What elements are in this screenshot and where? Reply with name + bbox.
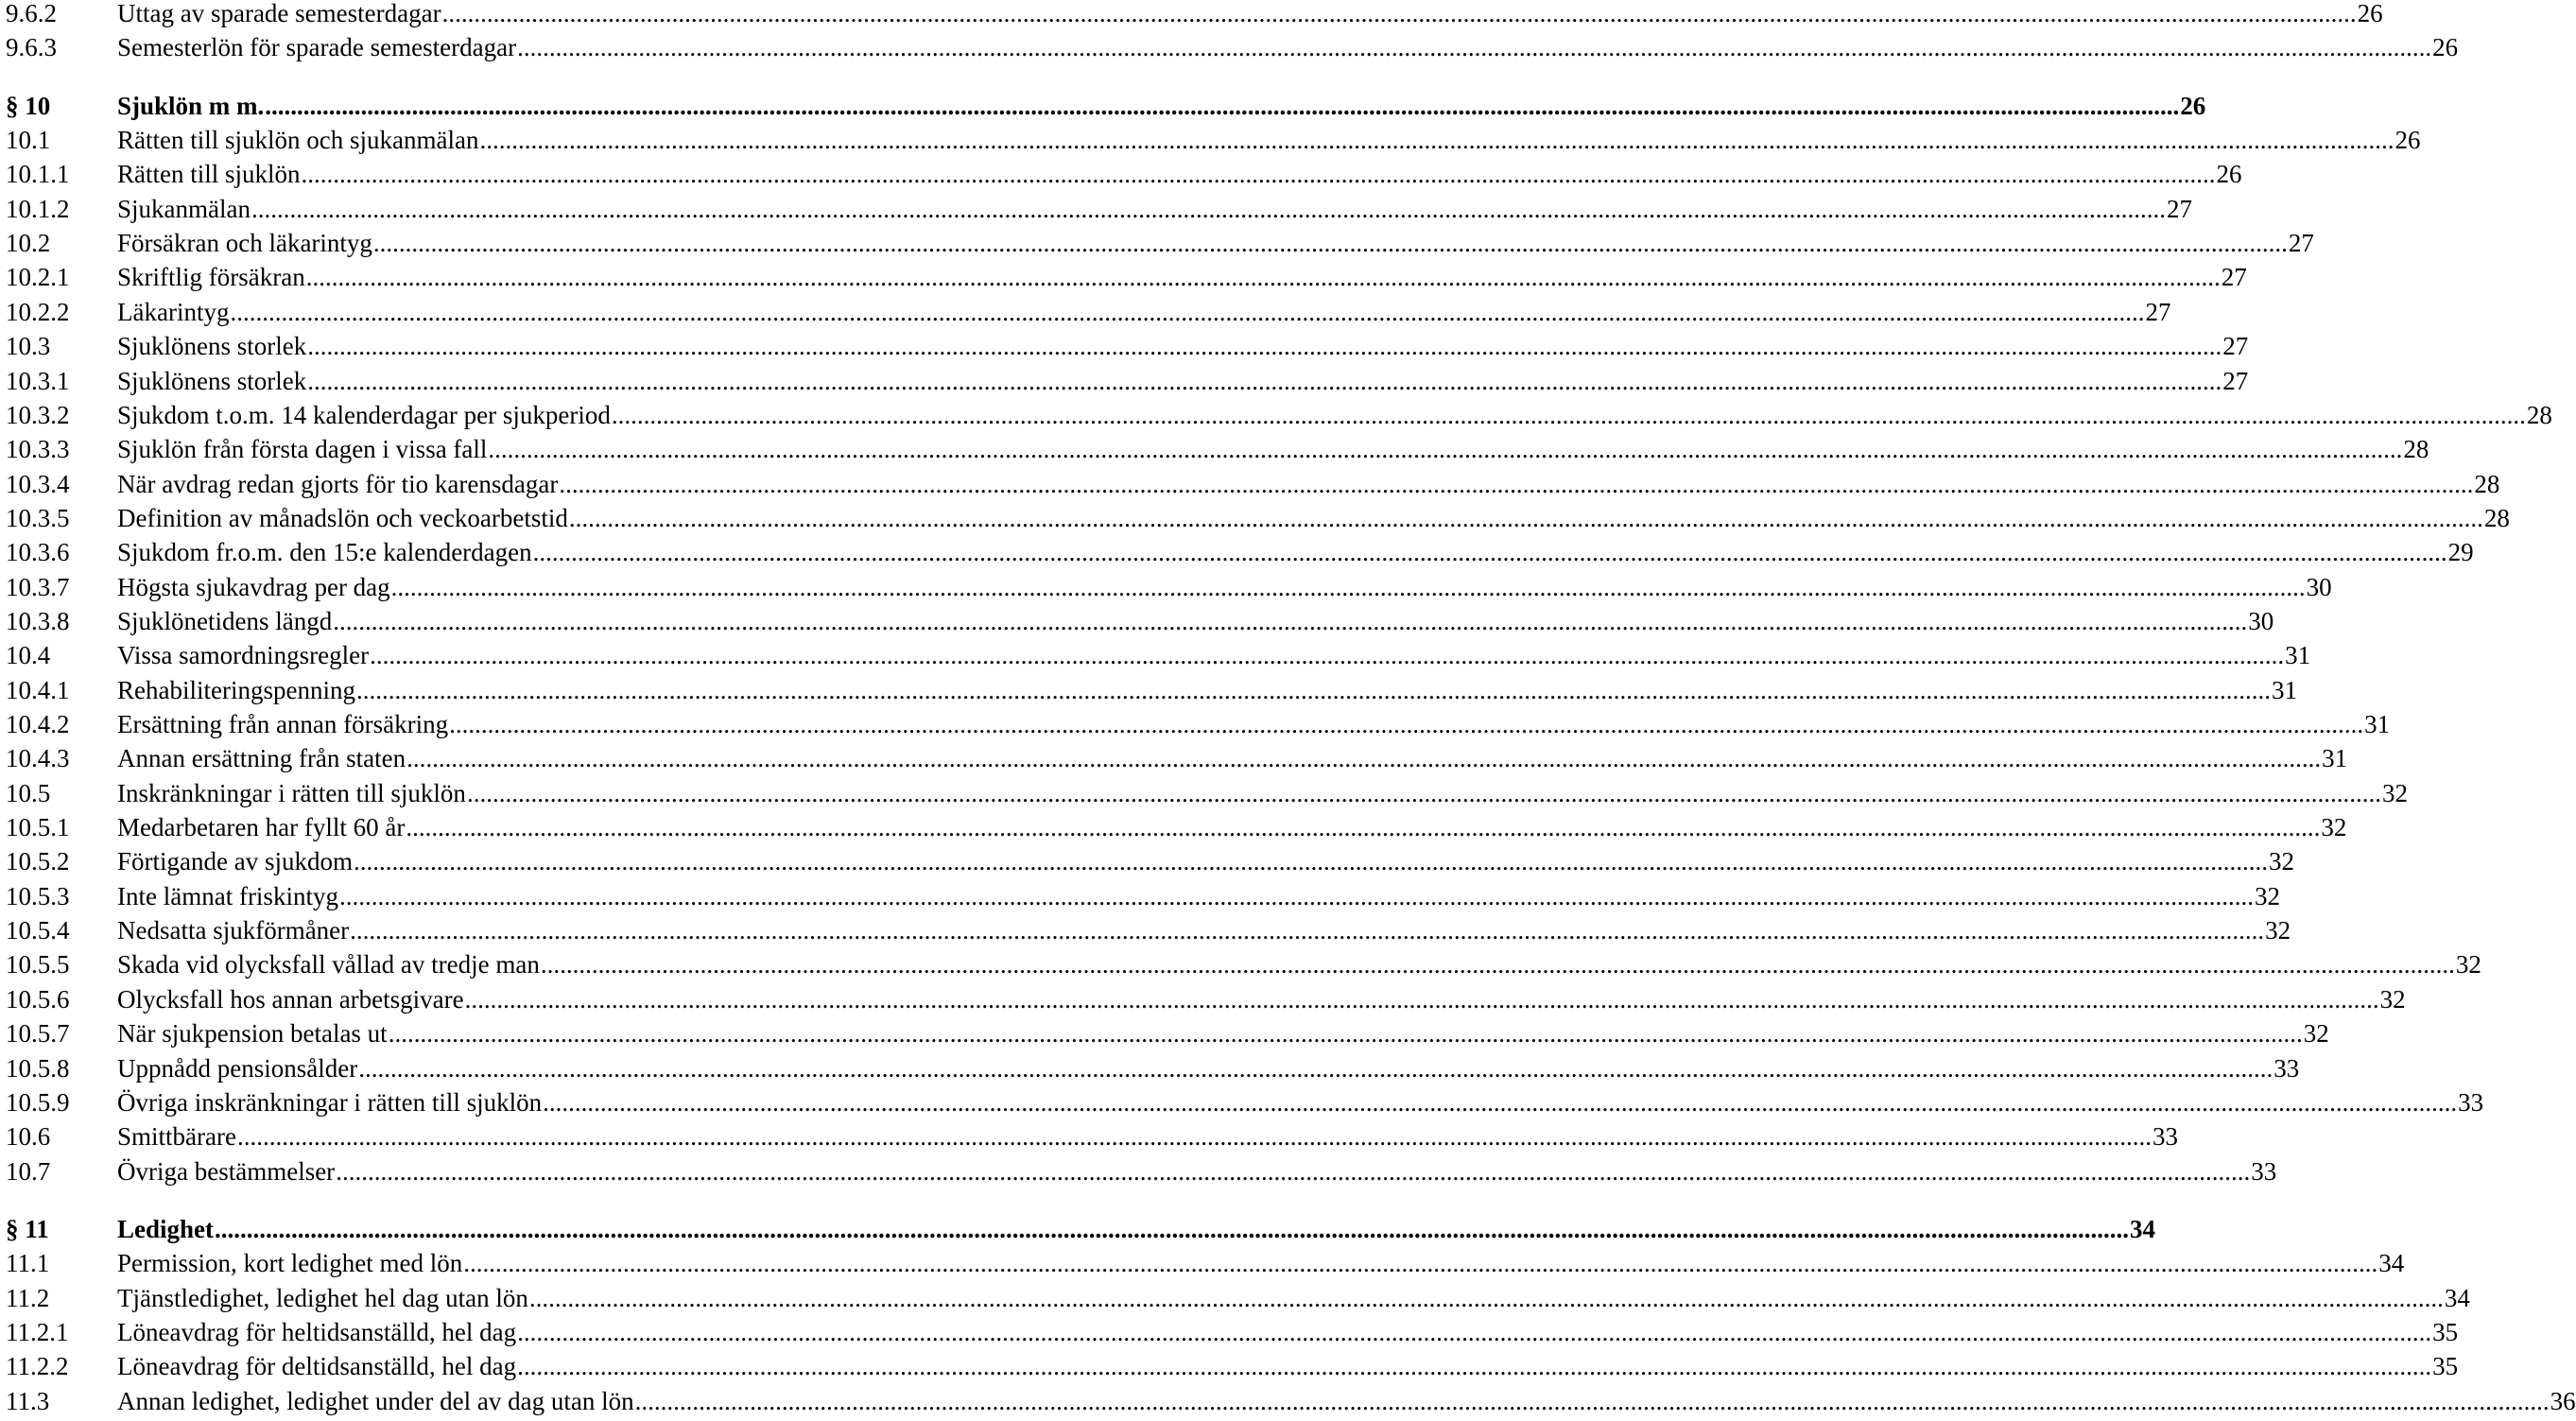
toc-page-number: 34 xyxy=(2130,1214,2156,1243)
toc-entry-title: Läkarintyg xyxy=(117,297,230,326)
toc-entry[interactable] xyxy=(0,1154,2277,1188)
toc-entry-number: 10.5.7 xyxy=(6,1019,70,1048)
toc-entry-title: Löneavdrag för deltidsanställd, hel dag xyxy=(117,1352,517,1381)
toc-entry-number: 10.3.1 xyxy=(6,366,70,395)
toc-dot-leader: ............................................................................................................................................................................................................................................................................................................ xyxy=(336,1156,2251,1186)
toc-page-number: 32 xyxy=(2254,881,2280,910)
toc-entry-title: Nedsatta sjukförmåner xyxy=(117,916,350,945)
toc-entry-title: Skada vid olycksfall vållad av tredje man xyxy=(117,950,540,979)
toc-entry[interactable] xyxy=(0,1384,2576,1418)
toc-entry[interactable] xyxy=(0,776,2408,810)
toc-dot-leader: ............................................................................................................................................................................................................................................................................................................ xyxy=(307,366,2222,395)
toc-dot-leader: ............................................................................................................................................................................................................................................................................................................ xyxy=(441,0,2357,27)
toc-dot-leader: ............................................................................................................................................................................................................................................................................................................ xyxy=(634,1386,2550,1415)
toc-entry-number: 10.3 xyxy=(6,332,51,361)
toc-entry-title: Sjukdom fr.o.m. den 15:e kalenderdagen xyxy=(117,538,532,567)
toc-entry-number: § 10 xyxy=(6,91,51,120)
toc-entry[interactable] xyxy=(0,0,2383,30)
toc-page-number: 32 xyxy=(2321,813,2347,842)
toc-page-number: 26 xyxy=(2180,91,2206,120)
toc-entry-title: Rätten till sjuklön och sjukanmälan xyxy=(117,126,479,155)
toc-dot-leader: ............................................................................................................................................................................................................................................................................................................ xyxy=(479,126,2394,155)
toc-entry[interactable] xyxy=(0,535,2474,569)
toc-entry-number: 10.2.1 xyxy=(6,263,70,292)
toc-entry-title: Ledighet xyxy=(117,1214,215,1243)
toc-page-number: 28 xyxy=(2474,469,2500,498)
toc-entry[interactable] xyxy=(0,432,2429,466)
toc-entry-title: Löneavdrag för heltidsanställd, hel dag xyxy=(117,1317,517,1346)
toc-entry-number: 10.5.3 xyxy=(6,881,70,910)
toc-entry[interactable] xyxy=(0,913,2291,947)
toc-entry-number: 10.2 xyxy=(6,229,51,258)
toc-entry-number: 10.2.2 xyxy=(6,297,70,326)
toc-page-number: 26 xyxy=(2394,126,2421,155)
toc-page-number: 32 xyxy=(2303,1019,2329,1048)
toc-page-number: 31 xyxy=(2285,641,2311,670)
toc-dot-leader: ............................................................................................................................................................................................................................................................................................................ xyxy=(528,1283,2444,1312)
toc-entry[interactable] xyxy=(0,1315,2459,1349)
toc-page-number: 34 xyxy=(2444,1283,2470,1312)
toc-dot-leader: ............................................................................................................................................................................................................................................................................................................ xyxy=(338,881,2254,910)
toc-page-number: 30 xyxy=(2306,572,2332,601)
toc-entry-number: 10.3.7 xyxy=(6,572,70,601)
toc-entry[interactable] xyxy=(0,1016,2329,1050)
toc-dot-leader: ............................................................................................................................................................................................................................................................................................................ xyxy=(543,1087,2458,1117)
toc-entry[interactable] xyxy=(0,707,2391,741)
toc-page-number: 27 xyxy=(2222,332,2249,361)
toc-page-number: 27 xyxy=(2288,229,2314,258)
toc-entry-title: Sjuklönens storlek xyxy=(117,332,307,361)
toc-entry-number: 10.4.2 xyxy=(6,710,70,738)
toc-entry-title: Smittbärare xyxy=(117,1122,236,1152)
toc-entry[interactable] xyxy=(0,741,2348,775)
toc-entry-number: 10.3.5 xyxy=(6,503,70,532)
toc-entry-number: 10.1.2 xyxy=(6,194,70,223)
toc-entry-number: 10.5 xyxy=(6,778,51,807)
toc-page-number: 26 xyxy=(2216,160,2242,189)
toc-entry-title: Övriga inskränkningar i rätten till sjuklön xyxy=(117,1087,543,1117)
toc-dot-leader: ............................................................................................................................................................................................................................................................................................................ xyxy=(406,813,2321,842)
toc-entry-number: 10.3.8 xyxy=(6,606,70,635)
toc-entry-title: Uppnådd pensionsålder xyxy=(117,1053,358,1083)
toc-entry-number: 11.2 xyxy=(6,1283,50,1312)
toc-entry[interactable] xyxy=(0,501,2510,535)
toc-page-number: 28 xyxy=(2526,400,2552,429)
toc-entry-number: 11.2.2 xyxy=(6,1352,69,1381)
toc-dot-leader: ............................................................................................................................................................................................................................................................................................................ xyxy=(370,641,2285,670)
toc-entry-title: Semesterlön för sparade semesterdagar xyxy=(117,33,517,62)
toc-dot-leader: ............................................................................................................................................................................................................................................................................................................ xyxy=(449,710,2364,738)
toc-page-number: 31 xyxy=(2364,710,2391,738)
toc-entry[interactable] xyxy=(0,1051,2300,1085)
toc-entry-number: 10.6 xyxy=(6,1122,51,1152)
toc-page-number: 27 xyxy=(2222,366,2249,395)
toc-entry-title: Rehabiliteringspenning xyxy=(117,675,355,704)
toc-entry-number: 10.5.9 xyxy=(6,1087,70,1117)
toc-entry-title: Annan ersättning från staten xyxy=(117,744,406,773)
toc-page-number: 27 xyxy=(2166,194,2192,223)
toc-entry-title: Vissa samordningsregler xyxy=(117,641,370,670)
toc-dot-leader: ............................................................................................................................................................................................................................................................................................................ xyxy=(532,538,2447,567)
toc-dot-leader: ............................................................................................................................................................................................................................................................................................................ xyxy=(559,469,2474,498)
toc-entry-number: 10.5.8 xyxy=(6,1053,70,1083)
toc-entry-title: Inskränkningar i rätten till sjuklön xyxy=(117,778,466,807)
toc-entry-number: 11.1 xyxy=(6,1249,50,1278)
toc-entry-title: Rätten till sjuklön xyxy=(117,160,301,189)
toc-entry[interactable] xyxy=(0,1246,2405,1280)
toc-entry-title: Förtigande av sjukdom xyxy=(117,847,353,876)
toc-page-number: 33 xyxy=(2458,1087,2484,1117)
toc-entry[interactable] xyxy=(0,260,2247,294)
toc-page-number: 26 xyxy=(2357,0,2383,27)
toc-page-number: 32 xyxy=(2265,916,2291,945)
toc-dot-leader: ............................................................................................................................................................................................................................................................................................................ xyxy=(305,263,2221,292)
toc-entry[interactable] xyxy=(0,1349,2459,1383)
toc-entry[interactable] xyxy=(0,295,2171,329)
toc-dot-leader: ............................................................................................................................................................................................................................................................................................................ xyxy=(517,1352,2432,1381)
toc-entry[interactable] xyxy=(0,329,2249,363)
toc-dot-leader: ............................................................................................................................................................................................................................................................................................................ xyxy=(517,1317,2432,1346)
toc-entry-number: 10.5.1 xyxy=(6,813,70,842)
toc-page-number: 33 xyxy=(2273,1053,2300,1083)
toc-chapter-heading[interactable] xyxy=(0,1212,2156,1246)
toc-page-number: 32 xyxy=(2268,847,2294,876)
toc-dot-leader: ............................................................................................................................................................................................................................................................................................................ xyxy=(372,229,2288,258)
toc-entry-number: 10.1 xyxy=(6,126,51,155)
toc-entry[interactable] xyxy=(0,810,2347,844)
toc-page-number: 26 xyxy=(2432,33,2459,62)
toc-page-number: 35 xyxy=(2432,1317,2459,1346)
toc-entry-number: 10.3.2 xyxy=(6,400,70,429)
toc-entry-title: Högsta sjukavdrag per dag xyxy=(117,572,390,601)
toc-entry[interactable] xyxy=(0,947,2481,981)
toc-entry-title: Medarbetaren har fyllt 60 år xyxy=(117,813,406,842)
toc-entry[interactable] xyxy=(0,30,2459,64)
toc-entry[interactable] xyxy=(0,1119,2178,1153)
toc-dot-leader: ............................................................................................................................................................................................................................................................................................................ xyxy=(406,744,2322,773)
toc-page-number: 30 xyxy=(2248,606,2274,635)
toc-page-number: 28 xyxy=(2483,503,2510,532)
toc-page-number: 33 xyxy=(2251,1156,2277,1186)
toc-entry-title: När sjukpension betalas ut xyxy=(117,1019,388,1048)
toc-entry-number: 11.3 xyxy=(6,1386,50,1415)
toc-entry-title: Permission, kort ledighet med lön xyxy=(117,1249,463,1278)
toc-page-number: 28 xyxy=(2403,435,2429,464)
toc-entry[interactable] xyxy=(0,157,2242,191)
toc-dot-leader: ............................................................................................................................................................................................................................................................................................................ xyxy=(390,572,2306,601)
toc-entry[interactable] xyxy=(0,570,2332,604)
toc-entry-title: Ersättning från annan försäkring xyxy=(117,710,449,738)
toc-page-number: 27 xyxy=(2221,263,2247,292)
toc-dot-leader: ............................................................................................................................................................................................................................................................................................................ xyxy=(230,297,2145,326)
toc-page-number: 36 xyxy=(2550,1386,2576,1415)
toc-entry-number: 10.4 xyxy=(6,641,51,670)
toc-entry[interactable] xyxy=(0,844,2294,878)
toc-entry[interactable] xyxy=(0,398,2552,432)
toc-dot-leader: ............................................................................................................................................................................................................................................................................................................ xyxy=(301,160,2216,189)
toc-page-number: 32 xyxy=(2379,984,2406,1014)
toc-entry-number: 10.7 xyxy=(6,1156,51,1186)
toc-dot-leader: ............................................................................................................................................................................................................................................................................................................ xyxy=(215,1214,2130,1243)
toc-entry-title: Tjänstledighet, ledighet hel dag utan lön xyxy=(117,1283,528,1312)
toc-entry-number: 9.6.3 xyxy=(6,33,57,62)
toc-entry-title: Sjuklön m m. xyxy=(117,91,265,120)
toc-entry-number: 9.6.2 xyxy=(6,0,57,27)
toc-entry[interactable] xyxy=(0,123,2421,157)
toc-entry-number: 10.5.2 xyxy=(6,847,70,876)
toc-entry-title: Försäkran och läkarintyg xyxy=(117,229,372,258)
toc-entry-number: 10.3.3 xyxy=(6,435,70,464)
toc-entry-number: 10.5.4 xyxy=(6,916,70,945)
toc-dot-leader: ............................................................................................................................................................................................................................................................................................................ xyxy=(488,435,2403,464)
toc-dot-leader: ............................................................................................................................................................................................................................................................................................................ xyxy=(463,1249,2378,1278)
toc-dot-leader: ............................................................................................................................................................................................................................................................................................................ xyxy=(540,950,2455,979)
toc-entry-number: 10.3.4 xyxy=(6,469,70,498)
toc-entry-number: 10.3.6 xyxy=(6,538,70,567)
toc-page-number: 31 xyxy=(2322,744,2348,773)
toc-dot-leader: ............................................................................................................................................................................................................................................................................................................ xyxy=(611,400,2526,429)
toc-page-number: 32 xyxy=(2381,778,2408,807)
toc-page-number: 33 xyxy=(2152,1122,2178,1152)
toc-dot-leader: ............................................................................................................................................................................................................................................................................................................ xyxy=(353,847,2268,876)
toc-entry-number: 10.4.1 xyxy=(6,675,70,704)
toc-chapter-heading[interactable] xyxy=(0,89,2206,123)
toc-entry-title: När avdrag redan gjorts för tio karensdagar xyxy=(117,469,559,498)
toc-page-number: 32 xyxy=(2455,950,2481,979)
toc-dot-leader: ............................................................................................................................................................................................................................................................................................................ xyxy=(388,1019,2303,1048)
toc-entry[interactable] xyxy=(0,226,2314,260)
toc-dot-leader: ............................................................................................................................................................................................................................................................................................................ xyxy=(358,1053,2273,1083)
toc-dot-leader: ............................................................................................................................................................................................................................................................................................................ xyxy=(464,984,2379,1014)
toc-entry-title: Övriga bestämmelser xyxy=(117,1156,336,1186)
toc-dot-leader: ............................................................................................................................................................................................................................................................................................................ xyxy=(568,503,2483,532)
toc-entry-number: 10.4.3 xyxy=(6,744,70,773)
toc-entry-title: Sjukdom t.o.m. 14 kalenderdagar per sjukperiod xyxy=(117,400,611,429)
toc-entry[interactable] xyxy=(0,364,2249,398)
toc-entry-number: 10.5.6 xyxy=(6,984,70,1014)
toc-entry[interactable] xyxy=(0,982,2406,1016)
toc-page-number: 29 xyxy=(2447,538,2474,567)
toc-entry-number: § 11 xyxy=(6,1214,49,1243)
toc-entry-title: Sjuklönens storlek xyxy=(117,366,307,395)
toc-entry[interactable] xyxy=(0,192,2192,226)
toc-entry-number: 10.5.5 xyxy=(6,950,70,979)
toc-entry[interactable] xyxy=(0,1281,2470,1315)
toc-dot-leader: ............................................................................................................................................................................................................................................................................................................ xyxy=(307,332,2222,361)
toc-dot-leader: ............................................................................................................................................................................................................................................................................................................ xyxy=(265,91,2180,120)
toc-entry[interactable] xyxy=(0,879,2280,913)
toc-entry-title: Inte lämnat friskintyg xyxy=(117,881,338,910)
toc-page-number: 34 xyxy=(2378,1249,2405,1278)
toc-entry-title: Skriftlig försäkran xyxy=(117,263,305,292)
toc-entry[interactable] xyxy=(0,673,2297,707)
toc-entry[interactable] xyxy=(0,1085,2484,1119)
toc-page-number: 27 xyxy=(2145,297,2171,326)
toc-entry[interactable] xyxy=(0,604,2274,638)
toc-entry-title: Annan ledighet, ledighet under del av dag utan lön xyxy=(117,1386,634,1415)
toc-entry-title: Sjukanmälan xyxy=(117,194,251,223)
toc-entry[interactable] xyxy=(0,638,2311,672)
toc-entry-title: Sjuklön från första dagen i vissa fall xyxy=(117,435,488,464)
toc-dot-leader: ............................................................................................................................................................................................................................................................................................................ xyxy=(236,1122,2152,1152)
toc-entry-title: Definition av månadslön och veckoarbetstid xyxy=(117,503,568,532)
toc-page-number: 31 xyxy=(2271,675,2297,704)
toc-dot-leader: ............................................................................................................................................................................................................................................................................................................ xyxy=(333,606,2248,635)
toc-dot-leader: ............................................................................................................................................................................................................................................................................................................ xyxy=(251,194,2166,223)
toc-entry-number: 10.1.1 xyxy=(6,160,70,189)
toc-entry-number: 11.2.1 xyxy=(6,1317,69,1346)
toc-entry-title: Olycksfall hos annan arbetsgivare xyxy=(117,984,464,1014)
toc-dot-leader: ............................................................................................................................................................................................................................................................................................................ xyxy=(355,675,2271,704)
toc-entry-title: Uttag av sparade semesterdagar xyxy=(117,0,441,27)
toc-page-number: 35 xyxy=(2432,1352,2459,1381)
toc-dot-leader: ............................................................................................................................................................................................................................................................................................................ xyxy=(466,778,2381,807)
toc-dot-leader: ............................................................................................................................................................................................................................................................................................................ xyxy=(517,33,2432,62)
toc-entry-title: Sjuklönetidens längd xyxy=(117,606,333,635)
toc-entry[interactable] xyxy=(0,467,2500,501)
toc-dot-leader: ............................................................................................................................................................................................................................................................................................................ xyxy=(350,916,2265,945)
